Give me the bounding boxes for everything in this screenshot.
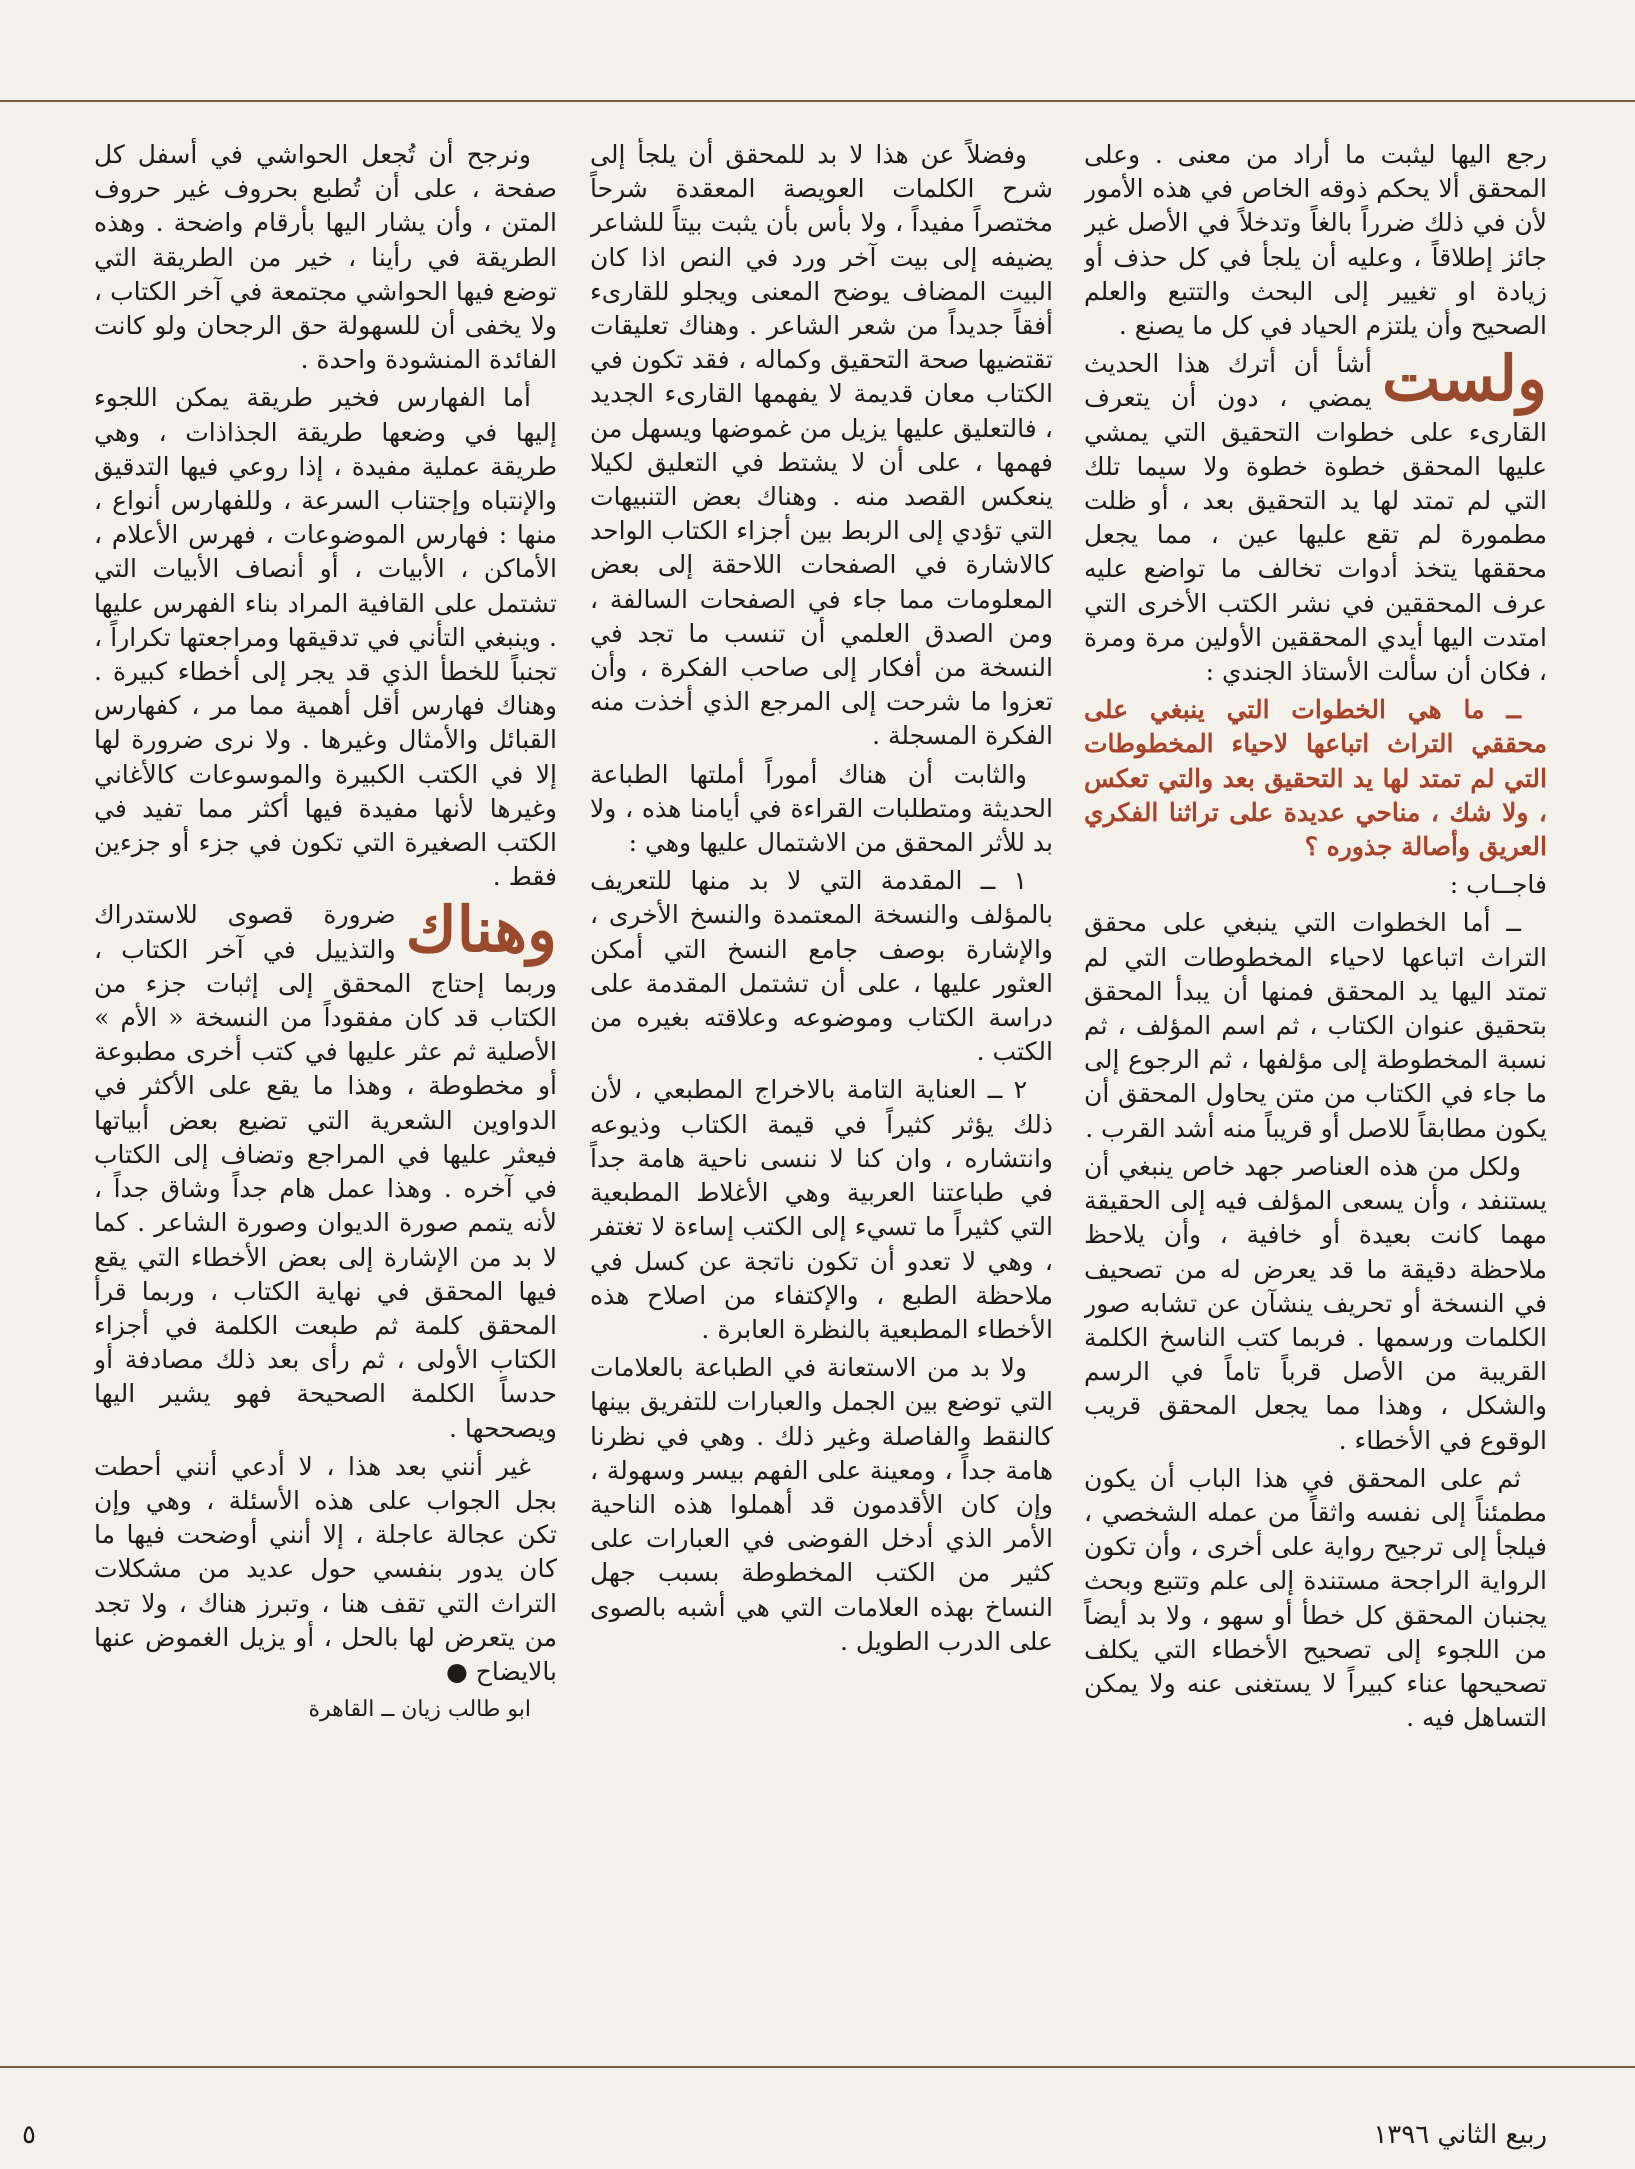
author-signature: ابو طالب زيان ــ القاهرة xyxy=(308,1697,531,1723)
article-column-3 xyxy=(94,138,557,2058)
paragraph: ١ ــ المقدمة التي لا بد منها للتعريف بالمؤلف والنسخة المعتمدة والنسخ الأخرى ، والإشارة بوصف جامع النسخ التي أمكن العثور عليها ، على أن تشتمل المقدمة على دراسة الكتاب وموضوعه وعلاقته بغيره من الكتب . xyxy=(590,866,1053,1067)
paragraph: ولكل من هذه العناصر جهد خاص ينبغي أن يستنفد ، وأن يسعى المؤلف فيه إلى الحقيقة مهما كانت بعيدة أو خافية ، وأن يلاحظ ملاحظة دقيقة ما قد يعرض له من تصحيف في النسخة أو تحريف ينشآن عن تشابه صور الكلمات ورسمها . فربما كتب الناسخ الكلمة القريبة من الأصل قرباً تاماً في الرسم والشكل ، وهذا مما يجعل المحقق قريب الوقوع في الأخطاء . xyxy=(1084,1151,1547,1455)
ornamental-initial: ولست xyxy=(1381,342,1547,416)
paragraph: والثابت أن هناك أموراً أملتها الطباعة الحديثة ومتطلبات القراءة في أيامنا هذه ، ولا بد للأثر المحقق من الاشتمال عليها وهي : xyxy=(590,759,1053,858)
paragraph: غير أنني بعد هذا ، لا أدعي أنني أحطت بجل الجواب على هذه الأسئلة ، وهي وإن تكن عجالة عاجلة ، إلا أنني أوضحت فيها ما كان يدور بنفسي حول عديد من مشكلات التراث التي تقف هنا ، وتبرز هناك ، ولا تجد من يتعرض لها بالحل ، أو يزيل الغموض عنها بالايضاح ● xyxy=(94,1451,557,1686)
interview-question: ــ ما هي الخطوات التي ينبغي على محققي التراث اتباعها لاحياء المخطوطات التي لم تمتد لها يد التحقيق بعد والتي تعكس ، ولا شك ، مناحي عديدة على تراثنا الفكري العريق وأصالة جذوره ؟ xyxy=(1084,695,1547,862)
issue-date: ربيع الثاني ١٣٩٦ xyxy=(1373,2120,1547,2150)
page-number: ٥ xyxy=(22,2120,36,2150)
paragraph xyxy=(94,893,557,1445)
reply-label: فاجــاب : xyxy=(1449,870,1547,900)
paragraph xyxy=(1084,342,1547,689)
paragraph: ــ أما الخطوات التي ينبغي على محقق التراث اتباعها لاحياء المخطوطات التي لم تمتد اليها يد المحقق فمنها أن يبدأ المحقق بتحقيق عنوان الكتاب ، ثم اسم المؤلف ، ثم نسبة المخطوطة إلى مؤلفها ، ثم الرجوع إلى ما جاء في الكتاب من متن يحاول المحقق أن يكون مطابقاً للاصل أو قريباً منه أشد القرب . xyxy=(1084,908,1547,1143)
paragraph: ولا بد من الاستعانة في الطباعة بالعلامات التي توضع بين الجمل والعبارات للتفريق بينها كالنقط والفاصلة وغير ذلك . وهي في نظرنا هامة جداً ، ومعينة على الفهم بيسر وسهولة ، وإن كان الأقدمون قد أهملوا هذه الناحية الأمر الذي أدخل الفوضى في العبارات على كثير من الكتب المخطوطة بسبب جهل النساخ بهذه العلامات التي هي أشبه بالصوى على الدرب الطويل . xyxy=(590,1353,1053,1656)
paragraph-text: أشأ أن أترك هذا الحديث يمضي ، دون أن يتعرف القارىء على خطوات التحقيق التي يمشي عليها المحقق خطوة خطوة ولا سيما تلك التي لم تمتد لها يد التحقيق بعد ، أو ظلت مطمورة لم تقع عليها عين ، مما يجعل محققها يتخذ أدوات تخالف ما تواضع عليه عرف المحققين في نشر الكتب الأخرى التي امتدت اليها أيدي المحققين الأولين مرة ومرة ، فكان أن سألت الأستاذ الجندي : xyxy=(1084,349,1547,687)
paragraph: أما الفهارس فخير طريقة يمكن اللجوء إليها في وضعها طريقة الجذاذات ، وهي طريقة عملية مفيدة ، إذا روعي فيها التدقيق والإنتباه وإجتناب السرعة ، وللفهارس أنواع ، منها : فهارس الموضوعات ، فهرس الأعلام ، الأماكن ، الأبيات ، أو أنصاف الأبيات التي تشتمل على القافية المراد بناء الفهرس عليها . وينبغي التأني في تدقيقها ومراجعتها تكراراً ، تجنباً للخطأ الذي قد يجر إلى أخطاء كبيرة . وهناك فهارس أقل أهمية مما مر ، كفهارس القبائل والأمثال وغيرها . ولا نرى ضرورة لها إلا في الكتب الكبيرة والموسوعات كالأغاني وغيرها لأنها مفيدة فيها أكثر مما تفيد في الكتب الصغيرة التي تكون في جزء أو جزءين فقط . xyxy=(94,383,557,892)
paragraph: رجع اليها ليثبت ما أراد من معنى . وعلى المحقق ألا يحكم ذوقه الخاص في هذه الأمور لأن في ذلك ضرراً بالغاً وتدخلاً في الأصل غير جائز إطلاقاً ، وعليه أن يلجأ في كل حذف أو زيادة او تغيير إلى البحث والتتبع والعلم الصحيح وأن يلتزم الحياد في كل ما يصنع . xyxy=(1084,140,1547,341)
paragraph: ونرجح أن تُجعل الحواشي في أسفل كل صفحة ، على أن تُطبع بحروف غير حروف المتن ، وأن يشار اليها بأرقام واضحة . وهذه الطريقة في رأينا ، خير من الطريقة التي توضع فيها الحواشي مجتمعة في آخر الكتاب ، ولا يخفى أن للسهولة حق الرجحان ولو كانت الفائدة المنشودة واحدة . xyxy=(94,140,557,375)
paragraph: وفضلاً عن هذا لا بد للمحقق أن يلجأ إلى شرح الكلمات العويصة المعقدة شرحاً مختصراً مفيداً ، ولا بأس بأن يثبت بيتاً للشاعر يضيفه إلى بيت آخر ورد في النص اذا كان البيت المضاف يوضح المعنى ويجلو للقارىء أفقاً جديداً من شعر الشاعر . وهناك تعليقات تقتضيها صحة التحقيق وكماله ، فقد تكون في الكتاب معان قديمة لا يفهمها القارىء الجديد ، فالتعليق عليها يزيل من غموضها ويسهل من فهمها ، على أن لا يشتط في التعليق لكيلا ينعكس القصد منه . وهناك بعض التنبيهات التي تؤدي إلى الربط بين أجزاء الكتاب الواحد كالاشارة في الصفحات اللاحقة إلى بعض المعلومات مما جاء في الصفحات السالفة ، ومن الصدق العلمي أن تنسب ما تجد في النسخة من أفكار إلى صاحب الفكرة ، وأن تعزوا ما شرحت إلى المرجع الذي أخذت منه الفكرة المسجلة . xyxy=(590,140,1053,751)
article-column-2 xyxy=(590,138,1053,2058)
paragraph: ثم على المحقق في هذا الباب أن يكون مطمئناً إلى نفسه واثقاً من عمله الشخصي ، فيلجأ إلى ترجيح رواية على أخرى ، وأن تكون الرواية الراجحة مستندة إلى علم وتتبع وبحث يجنبان المحقق كل خطأ أو سهو ، ولا بد أيضاً من اللجوء إلى تصحيح الأخطاء التي يكلف تصحيحها عناء كبيراً لا يستغنى عنه ولا يمكن التساهل فيه . xyxy=(1084,1463,1547,1733)
paragraph-text: ضرورة قصوى للاستدراك والتذييل في آخر الكتاب ، وربما إحتاج المحقق إلى إثبات جزء من الكتاب قد كان مفقوداً من النسخة « الأم » الأصلية ثم عثر عليها في كتب أخرى مطبوعة أو مخطوطة ، وهذا ما يقع على الأكثر في الدواوين الشعرية التي تضيع بعض أبياتها فيعثر عليها في المراجع وتضاف إلى الكتاب في آخره . وهذا عمل هام جداً وشاق جداً ، لأنه يتمم صورة الديوان وصورة الشاعر . كما لا بد من الإشارة إلى بعض الأخطاء التي يقع فيها المحقق في نهاية الكتاب ، وربما قرأ المحقق كلمة ثم طبعت الكلمة في أجزاء الكتاب الأولى ، ثم رأى بعد ذلك مصادفة أو حدساً الكلمة الصحيحة فهو يشير اليها ويصححها . xyxy=(94,900,557,1443)
ornamental-initial: وهناك xyxy=(405,893,557,967)
bottom-rule xyxy=(0,2066,1635,2068)
paragraph: ٢ ــ العناية التامة بالاخراج المطبعي ، لأن ذلك يؤثر كثيراً في قيمة الكتاب وذيوعه وانتشاره ، وان كنا لا ننسى ناحية هامة جداً في طباعتنا العربية وهي الأغلاط المطبعية التي كثيراً ما تسيء إلى الكتب إساءة لا تغتفر ، وهي لا تعدو أن تكون ناتجة عن كسل في ملاحظة الطبع ، والإكتفاء من اصلاح هذه الأخطاء المطبعية بالنظرة العابرة . xyxy=(590,1075,1053,1344)
top-rule xyxy=(0,100,1635,102)
article-column-1 xyxy=(1084,138,1547,2058)
